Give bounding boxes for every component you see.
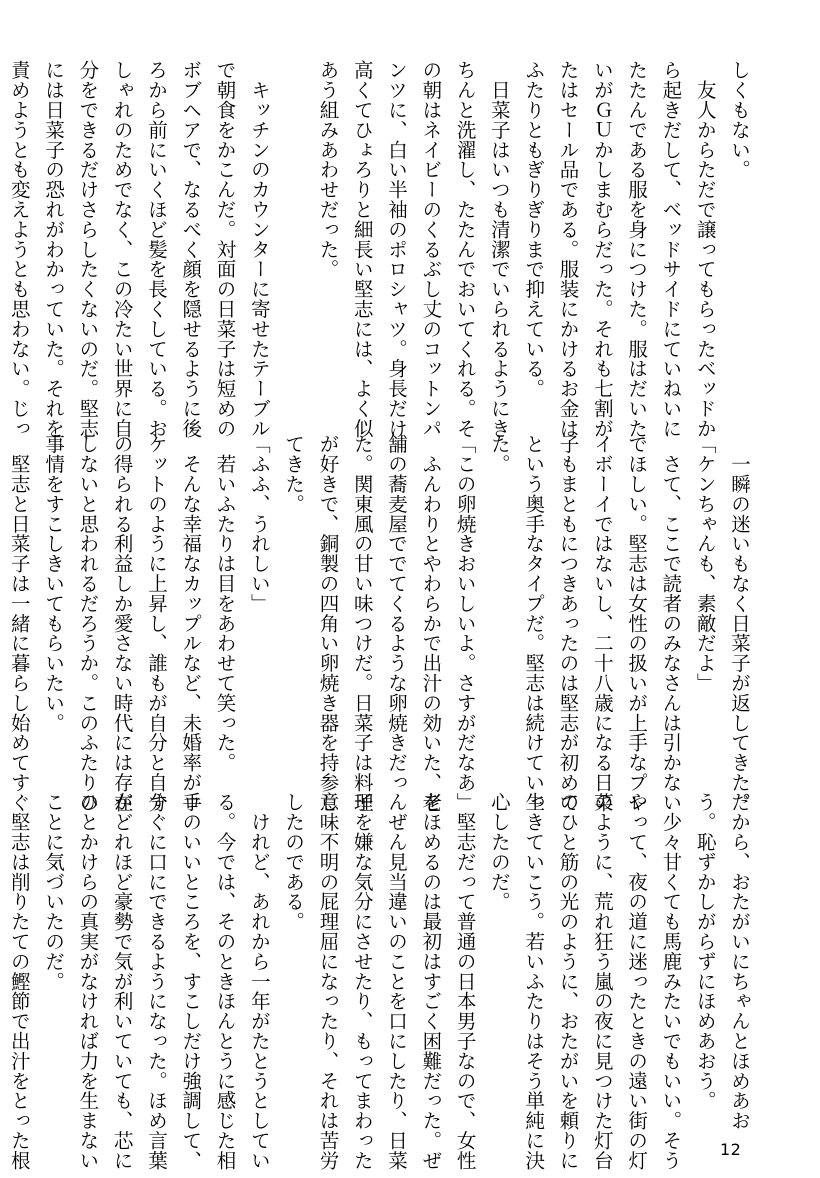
text-line: で朝食をかこんだ。対面の日菜子は短めの: [213, 60, 237, 439]
text-line: イボーイではないし、二十八歳になる日菜: [590, 434, 614, 813]
text-line: しゃれのためでなく、この冷たい世界に自: [110, 60, 134, 439]
text-line: けれど、あれから一年がたとうとしてい: [247, 792, 271, 1171]
text-line: ボブヘアで、なるべく顔を隠せるように後: [179, 60, 203, 439]
text-line: た。関東風の甘い味つけだ。日菜子は料理: [350, 434, 374, 813]
text-line: 子もまともにつきあったのは堅志が初めて: [556, 434, 580, 813]
text-line: 「ふふ、うれしい」: [247, 434, 271, 614]
text-line: いがＧＵかしまむらだった。それも七割が: [590, 60, 614, 439]
text-line: たはセール品である。服装にかけるお金は: [556, 60, 580, 439]
text-line: ふたりともぎりぎりまで抑えている。: [522, 60, 546, 399]
text-line: 「この卵焼きおいしいよ。さすがだなあ」: [453, 434, 477, 813]
text-line: 友人からただで譲ってもらったベッドか: [693, 60, 717, 439]
text-line: 一瞬の迷いもなく日菜子が返してきた。: [728, 434, 751, 813]
text-line: には日菜子の恐れがわかっていた。それを: [42, 60, 66, 439]
text-line: ことに気づいたのだ。: [42, 792, 66, 991]
text-line: がどれほど豪勢で気が利いていても、芯に: [110, 792, 134, 1171]
text-line: てきた。: [282, 434, 306, 514]
text-line: 堅志だって普通の日本男子なので、女性: [453, 792, 477, 1171]
text-line: 堅志と日菜子は一緒に暮らし始めてすぐ: [7, 434, 31, 813]
text-line: さて、ここで読者のみなさんは引かない: [659, 434, 683, 813]
text-line: そんな幸福なカップルなど、未婚率がロ: [179, 434, 203, 813]
text-line: ら起きだして、ベッドサイドにていねいに: [659, 60, 683, 439]
text-line: 若いふたりは目をあわせて笑った。: [213, 434, 237, 773]
text-line: しないと思われるだろうか。このふたりの: [76, 434, 100, 813]
text-line: やって、夜の道に迷ったときの遠い街の灯: [625, 792, 649, 1171]
text-line: の朝はネイビーのくるぶし丈のコットンパ: [419, 60, 443, 439]
text-line: 高くてひょろりと細長い堅志には、よく似: [350, 60, 374, 439]
text-line: ひとかけらの真実がなければ力を生まない: [76, 792, 100, 1171]
text-line: 心したのだ。: [487, 792, 511, 912]
text-line: ケットのように上昇し、誰もが自分と自分: [144, 434, 168, 813]
text-line: 事情をすこしきいてもらいたい。: [42, 434, 66, 733]
text-line: う。恥ずかしがらずにほめあおう。: [693, 792, 717, 1111]
text-line: た。: [487, 434, 511, 474]
text-line: キッチンのカウンターに寄せたテーブル: [247, 60, 271, 439]
text-line: [276, 60, 310, 398]
text-line: 手のいいところを、すこしだけ強調して、: [179, 792, 203, 1171]
text-line: の得られる利益しか愛さない時代には存在: [110, 434, 134, 813]
text-line: 日菜子はいつも清潔でいられるようにき: [487, 60, 511, 439]
text-line: あう組みあわせだった。: [316, 60, 340, 279]
text-line: 責めようとも変えようとも思わない。じっ: [7, 60, 31, 439]
text-line: が好きで、銅製の四角い卵焼き器を持参し: [316, 434, 340, 813]
text-line: ちんと洗濯し、たたんでおいてくれる。そ: [453, 60, 477, 439]
text-line: る。今では、そのときほんとうに感じた相: [213, 792, 237, 1171]
text-line: ンツに、白い半袖のポロシャツ。身長だけ: [385, 60, 409, 439]
text-line: 生きていこう。若いふたりはそう単純に決: [522, 792, 546, 1171]
text-line: 少々甘くても馬鹿みたいでもいい。そう: [659, 792, 683, 1171]
text-tier-upper: [7, 60, 756, 439]
text-line: ふんわりとやわらかで出汁の効いた、老: [419, 434, 443, 813]
text-line: すぐに口にできるようになった。ほめ言葉: [144, 792, 168, 1171]
text-line: だから、おたがいにちゃんとほめあお: [728, 792, 751, 1131]
text-line: という奥手なタイプだ。堅志は続けていっ: [522, 434, 546, 813]
text-line: 分をできるだけさらしたくないのだ。堅志: [76, 60, 100, 439]
text-line: 子を嫌な気分にさせたり、もってまわった: [350, 792, 374, 1171]
text-line: のように、荒れ狂う嵐の夜に見つけた灯台: [590, 792, 614, 1171]
text-line: しくもない。: [728, 60, 751, 180]
text-line: のひと筋の光のように、おたがいを頼りに: [556, 792, 580, 1171]
text-tier-middle: [7, 434, 756, 813]
text-line: 舗の蕎麦屋ででてくるような卵焼きだっ: [385, 434, 409, 793]
text-line: 「ケンちゃんも、素敵だよ」: [693, 434, 717, 693]
text-line: 意味不明の屁理屈になったり、それは苦労: [316, 792, 340, 1171]
text-line: 堅志は削りたての鰹節で出汁をとった根: [7, 792, 31, 1171]
page-number: 12: [720, 1140, 742, 1159]
text-line: をほめるのは最初はすごく困難だった。ぜ: [419, 792, 443, 1171]
text-line: んぜん見当違いのことを口にしたり、日菜: [385, 792, 409, 1171]
text-line: したのである。: [282, 792, 306, 932]
text-line: たたんである服を身につけた。服はだいた: [625, 60, 649, 439]
text-line: でほしい。堅志は女性の扱いが上手なプレ: [625, 434, 649, 813]
text-line: ろから前にいくほど髪を長くしている。お: [144, 60, 168, 439]
